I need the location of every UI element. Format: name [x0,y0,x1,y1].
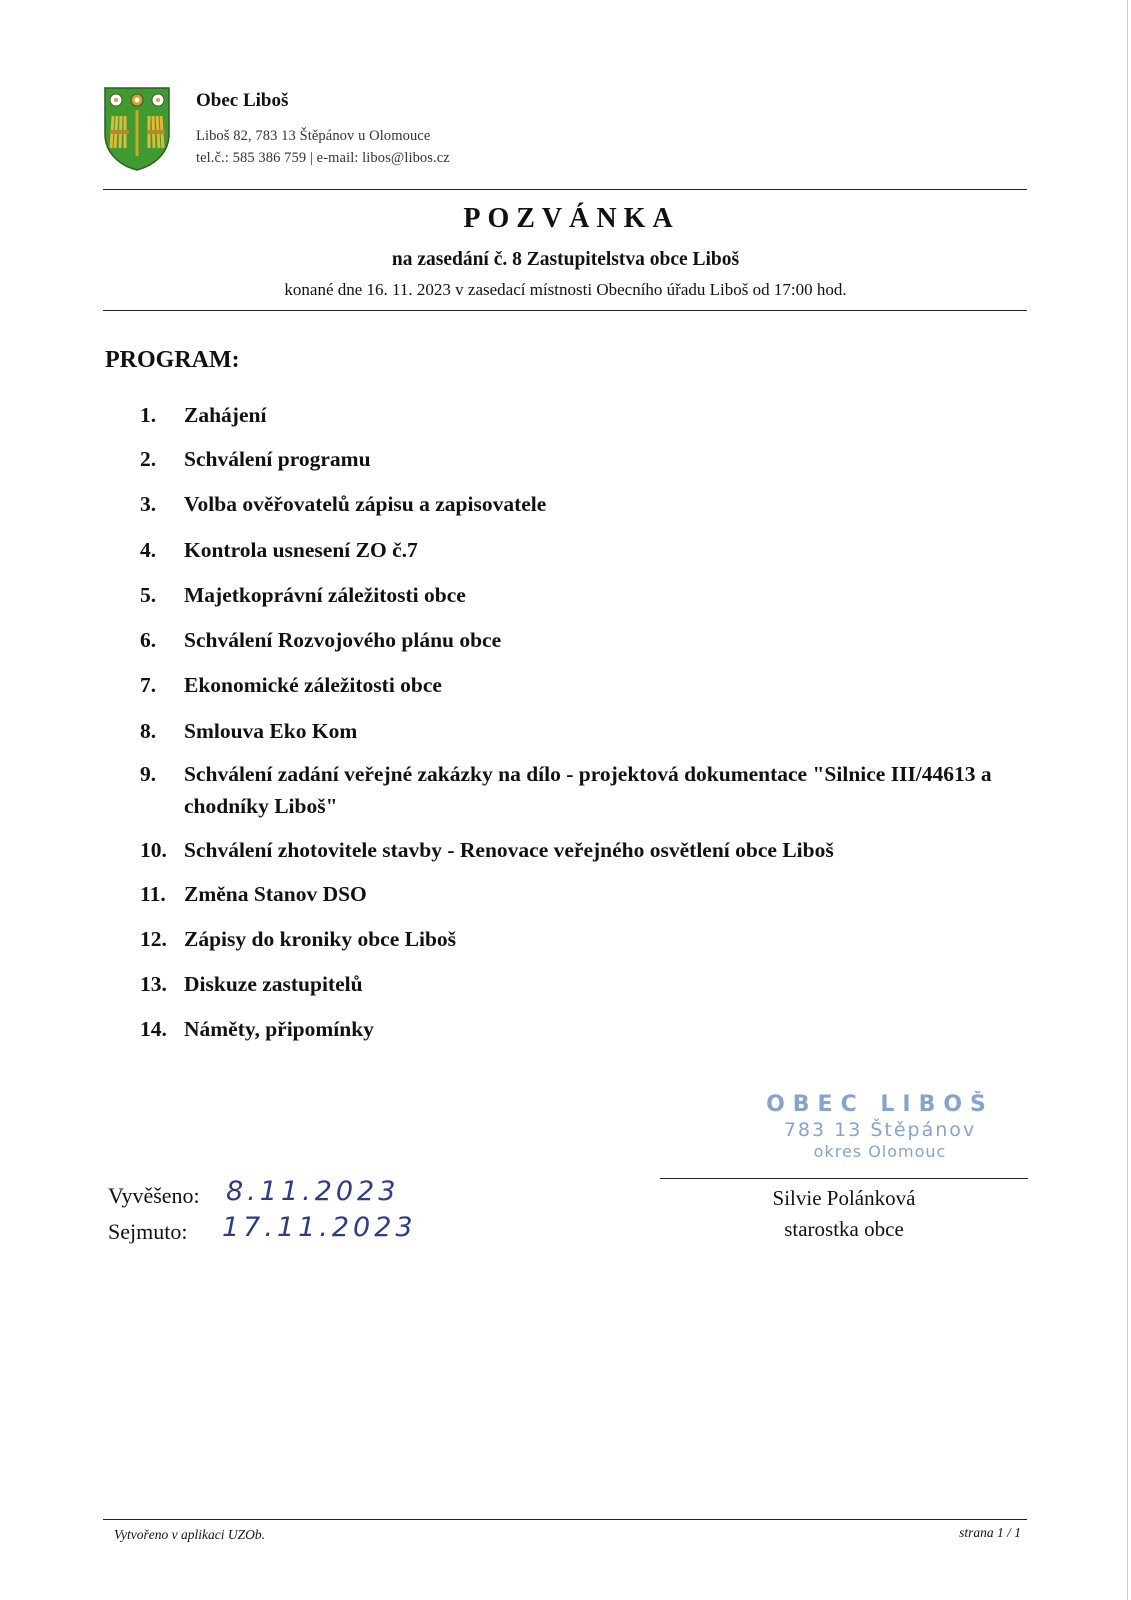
agenda-item-number: 14. [140,1017,167,1041]
agenda-item-number: 7. [140,673,157,697]
agenda-item-number: 8. [140,719,157,743]
agenda-item-number: 5. [140,583,157,607]
signature-line [660,1178,1028,1179]
agenda-item [140,923,1020,955]
agenda-item [140,878,1020,910]
footer-page-number: strana 1 / 1 [959,1525,1021,1540]
agenda-item-number: 3. [140,492,157,516]
meeting-subtitle: na zasedání č. 8 Zastupitelstva obce Liboš [391,249,740,270]
agenda-item-text: Schválení Rozvojového plánu obce [184,628,502,652]
agenda-item [140,579,1020,611]
signer-name: Silvie Polánková [772,1186,916,1210]
agenda-item [140,968,1020,1000]
program-heading: PROGRAM: [105,347,240,373]
agenda-item-number: 12. [140,927,167,951]
agenda-item-number: 1. [140,403,157,427]
removed-date-handwritten: 17.11.2023 [222,1212,417,1243]
agenda-item-text: Diskuze zastupitelů [184,972,363,996]
agenda-item [140,443,1020,475]
signer-role: starostka obce [784,1217,904,1241]
agenda-item [140,1013,1020,1045]
agenda-item [140,715,1020,747]
footer-created-with: Vytvořeno v aplikaci UZOb. [114,1527,265,1542]
removed-label: Sejmuto: [108,1219,188,1244]
org-name: Obec Liboš [196,90,289,111]
municipal-stamp [745,1092,1015,1161]
page-title: POZVÁNKA [463,203,680,234]
stamp-line-1: OBEC LIBOŠ [766,1092,994,1117]
agenda-item-number: 13. [140,972,167,996]
agenda-item-number: 11. [140,882,166,906]
agenda-item-text: Schválení zhotovitele stavby - Renovace veřejného osvětlení obce Liboš [184,838,834,862]
stamp-line-2: 783 13 Štěpánov [783,1119,977,1141]
agenda-item-text: Zahájení [184,403,267,427]
header-divider [103,189,1027,190]
agenda-item [140,758,1020,822]
agenda-item-text: Smlouva Eko Kom [184,719,358,743]
agenda-item [140,399,1020,431]
agenda-item [140,669,1020,701]
org-contact: tel.č.: 585 386 759 | e-mail: libos@libos.cz [196,150,450,166]
page-edge [1127,0,1128,1600]
agenda-item-number: 9. [140,762,157,786]
agenda-item-text: Náměty, připomínky [184,1017,374,1041]
agenda-item-text: Volba ověřovatelů zápisu a zapisovatele [184,492,547,516]
posted-date-handwritten: 8.11.2023 [226,1176,400,1207]
stamp-line-3: okres Olomouc [813,1142,947,1161]
agenda-item-text: Ekonomické záležitosti obce [184,673,442,697]
agenda-item-number: 6. [140,628,157,652]
title-divider [103,310,1027,311]
agenda-item-text: Majetkoprávní záležitosti obce [184,583,466,607]
municipal-coat-of-arms-icon [103,86,171,172]
meeting-details: konané dne 16. 11. 2023 v zasedací místnosti Obecního úřadu Liboš od 17:00 hod. [284,280,847,299]
agenda-list [140,399,1020,1045]
agenda-item [140,624,1020,656]
agenda-item-text: Kontrola usnesení ZO č.7 [184,538,418,562]
agenda-item-text: Zápisy do kroniky obce Liboš [184,927,457,951]
agenda-item-text: Změna Stanov DSO [184,882,367,906]
agenda-item-number: 10. [140,838,167,862]
agenda-item-text: Schválení programu [184,447,371,471]
posted-label: Vyvěšeno: [108,1183,200,1208]
agenda-item-number: 4. [140,538,157,562]
agenda-item-text: Schválení zadání veřejné zakázky na dílo - projektová dokumentace "Silnice III/44613 a chodníky Liboš" [184,762,992,818]
agenda-item [140,488,1020,520]
agenda-item [140,534,1020,566]
agenda-item [140,834,1020,866]
footer-divider [103,1519,1027,1520]
agenda-item-number: 2. [140,447,157,471]
org-address: Liboš 82, 783 13 Štěpánov u Olomouce [196,128,431,144]
